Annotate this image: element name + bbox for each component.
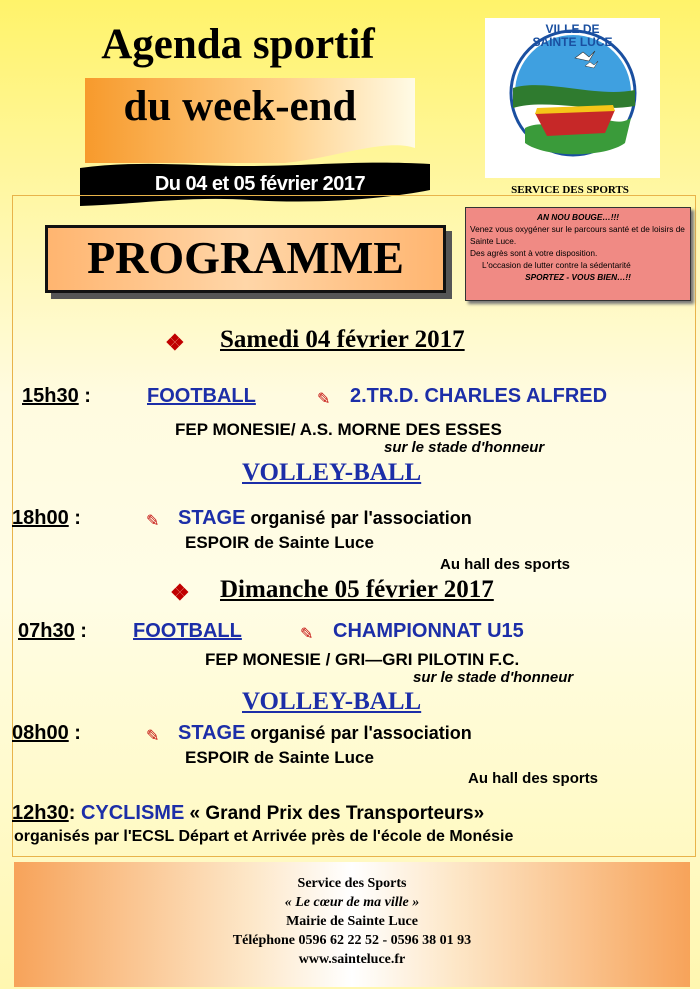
time-separator: : xyxy=(78,385,91,407)
sun-event-2 xyxy=(12,722,81,745)
sat-teams: FEP MONESIE/ A.S. MORNE DES ESSES xyxy=(175,420,502,439)
footer-line2: « Le cœur de ma ville » xyxy=(284,895,420,910)
sat-stage-venue: Au hall des sports xyxy=(440,556,571,573)
sat-venue: sur le stade d'honneur xyxy=(384,439,545,456)
sat-stage-line xyxy=(178,507,472,530)
sat-event-name: 2.TR.D. CHARLES ALFRED xyxy=(350,385,608,407)
sun-event-3 xyxy=(12,802,484,825)
arrow-icon: ✎ xyxy=(300,626,314,643)
day-bullet-icon: ❖ xyxy=(165,330,185,355)
event-time: 08h00 xyxy=(12,722,69,744)
note-heading: AN NOU BOUGE…!!! xyxy=(536,212,620,222)
stage-label: STAGE xyxy=(178,507,246,529)
sun-sport-cycling: CYCLISME xyxy=(80,802,185,824)
sat-volleyball-heading: VOLLEY-BALL xyxy=(242,459,422,486)
logo-text-line1: VILLE DE xyxy=(545,22,600,36)
sat-event-1 xyxy=(22,385,91,408)
sun-stage-assoc: ESPOIR de Sainte Luce xyxy=(185,748,374,767)
town-logo xyxy=(485,18,660,178)
note-line2: Des agrès sont à votre disposition. xyxy=(470,248,598,258)
event-time: 12h30 xyxy=(12,802,69,824)
sun-teams: FEP MONESIE / GRI—GRI PILOTIN F.C. xyxy=(205,650,520,669)
footer-line3: Mairie de Sainte Luce xyxy=(286,914,418,929)
logo-caption: SERVICE DES SPORTS xyxy=(511,184,629,196)
sun-stage-line xyxy=(178,722,472,745)
arrow-icon: ✎ xyxy=(317,391,331,408)
logo-text-line2: SAINTE LUCE xyxy=(532,35,613,49)
stage-label: STAGE xyxy=(178,722,246,744)
footer-website-link[interactable]: www.sainteluce.fr xyxy=(298,952,406,967)
time-separator: : xyxy=(74,620,87,642)
dates-text: Du 04 et 05 février 2017 xyxy=(154,173,366,195)
event-time: 18h00 xyxy=(12,507,69,529)
stage-desc: organisé par l'association xyxy=(245,723,472,743)
sat-sport-football: FOOTBALL xyxy=(147,385,256,407)
note-line3: L'occasion de lutter contre la sédentarité xyxy=(482,260,631,270)
arrow-icon: ✎ xyxy=(146,513,160,530)
footer-line4: Téléphone 0596 62 22 52 - 0596 38 01 93 xyxy=(232,933,472,948)
cycling-event-name: « Grand Prix des Transporteurs» xyxy=(184,803,485,824)
sun-sport-football: FOOTBALL xyxy=(133,620,242,642)
footer-line1: Service des Sports xyxy=(297,876,407,891)
cycling-organiser: organisés par l'ECSL Départ et Arrivée près de l'école de Monésie xyxy=(14,828,514,845)
saturday-heading: Samedi 04 février 2017 xyxy=(220,326,465,353)
sun-venue: sur le stade d'honneur xyxy=(413,669,574,686)
sunday-heading: Dimanche 05 février 2017 xyxy=(220,576,494,603)
day-bullet-icon: ❖ xyxy=(170,580,190,605)
arrow-icon: ✎ xyxy=(146,728,160,745)
programme-title: PROGRAMME xyxy=(87,232,404,283)
sat-stage-assoc: ESPOIR de Sainte Luce xyxy=(185,533,374,552)
sat-event-2 xyxy=(12,507,81,530)
note-line1: Venez vous oxygéner sur le parcours santé et de loisirs de Sainte Luce. xyxy=(470,224,685,246)
time-separator: : xyxy=(68,507,81,529)
title-line2: du week-end xyxy=(123,83,357,130)
time-separator: : xyxy=(68,722,81,744)
stage-desc: organisé par l'association xyxy=(245,508,472,528)
sun-volleyball-heading: VOLLEY-BALL xyxy=(242,688,422,715)
info-note xyxy=(465,207,691,301)
event-time: 07h30 xyxy=(18,620,75,642)
event-time: 15h30 xyxy=(22,385,79,407)
title-line1: Agenda sportif xyxy=(101,21,375,68)
sun-stage-venue: Au hall des sports xyxy=(468,770,599,787)
sun-event-1 xyxy=(18,620,87,643)
note-line4: SPORTEZ - VOUS BIEN…!! xyxy=(525,272,631,282)
time-separator: : xyxy=(68,802,81,824)
sun-event-name: CHAMPIONNAT U15 xyxy=(333,620,524,642)
